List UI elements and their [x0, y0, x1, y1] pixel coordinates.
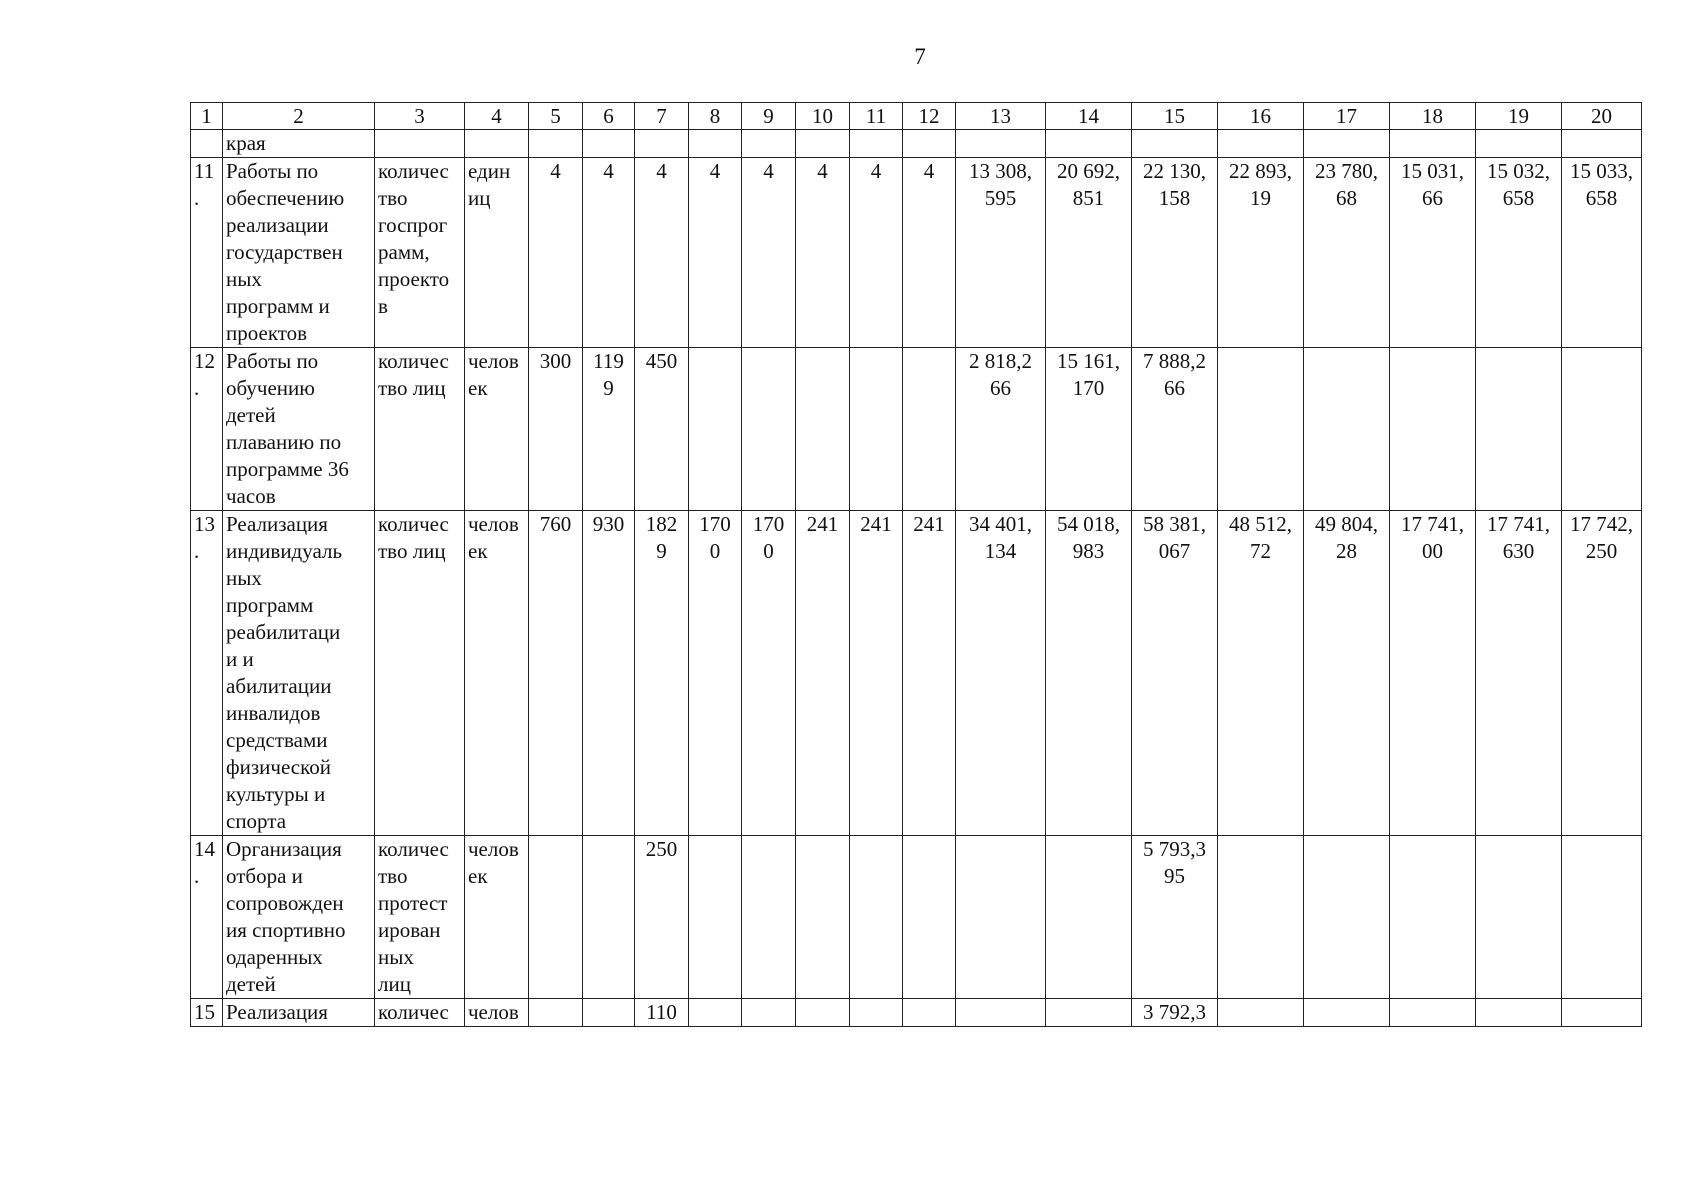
value-cell	[742, 130, 796, 158]
value-cell	[1132, 130, 1218, 158]
value-text: 170 0	[699, 512, 731, 563]
value-cell	[956, 348, 1046, 511]
value-cell	[1390, 511, 1476, 836]
row-index-cell: 11 .	[191, 158, 223, 348]
table-row	[191, 999, 1642, 1027]
value-cell	[956, 511, 1046, 836]
value-cell	[1046, 511, 1132, 836]
value-text: 110	[646, 1000, 677, 1024]
value-cell	[1390, 999, 1476, 1027]
value-cell	[635, 999, 689, 1027]
value-text: 17 742, 250	[1570, 512, 1633, 563]
value-text: 2 818,2 66	[969, 349, 1032, 400]
value-cell	[956, 836, 1046, 999]
header-cell: 18	[1390, 103, 1476, 130]
value-text: 4	[763, 159, 774, 183]
value-cell	[1046, 836, 1132, 999]
value-text: 4	[870, 159, 882, 183]
value-cell	[689, 511, 742, 836]
service-name-cell: Организация отбора и сопровожден ия спортивно одаренных детей	[223, 836, 375, 999]
value-text: 17 741, 630	[1487, 512, 1550, 563]
value-text: 119 9	[593, 349, 624, 400]
value-cell	[1390, 158, 1476, 348]
value-cell	[850, 130, 903, 158]
value-text: 4	[603, 159, 614, 183]
value-text: 450	[645, 349, 678, 373]
indicator-cell: количес тво лиц	[375, 511, 465, 836]
value-cell	[742, 158, 796, 348]
value-cell	[796, 348, 850, 511]
value-cell	[1476, 511, 1562, 836]
value-cell	[635, 130, 689, 158]
service-name-cell: Реализация	[223, 999, 375, 1027]
service-name-cell: края	[223, 130, 375, 158]
value-cell	[903, 348, 956, 511]
service-name-cell: Работы по обучению детей плаванию по программе 36 часов	[223, 348, 375, 511]
value-text: 4	[923, 159, 935, 183]
value-cell	[689, 999, 742, 1027]
header-row	[191, 103, 1642, 130]
value-cell	[635, 158, 689, 348]
header-cell: 16	[1218, 103, 1304, 130]
value-text: 241	[806, 512, 839, 536]
value-cell	[903, 836, 956, 999]
value-cell	[796, 511, 850, 836]
indicator-cell: количес тво лиц	[375, 348, 465, 511]
value-cell	[583, 836, 635, 999]
value-cell	[1132, 836, 1218, 999]
unit-cell: челов ек	[465, 348, 529, 511]
value-cell	[742, 511, 796, 836]
value-text: 300	[539, 349, 572, 373]
value-text: 15 032, 658	[1487, 159, 1550, 210]
value-cell	[1046, 348, 1132, 511]
value-cell	[1562, 511, 1642, 836]
value-cell	[1304, 836, 1390, 999]
header-cell: 19	[1476, 103, 1562, 130]
value-text: 5 793,3 95	[1143, 837, 1206, 888]
value-cell	[796, 999, 850, 1027]
unit-cell: челов ек	[465, 511, 529, 836]
value-text: 4	[656, 159, 667, 183]
header-cell: 8	[689, 103, 742, 130]
value-text: 13 308, 595	[969, 159, 1032, 210]
indicator-cell: количес	[375, 999, 465, 1027]
value-cell	[1390, 130, 1476, 158]
value-cell	[1218, 158, 1304, 348]
value-cell	[796, 130, 850, 158]
value-cell	[1046, 999, 1132, 1027]
row-index-cell	[191, 130, 223, 158]
value-cell	[1304, 130, 1390, 158]
value-text: 930	[592, 512, 625, 536]
value-cell	[1390, 836, 1476, 999]
value-cell	[796, 836, 850, 999]
value-cell	[1218, 999, 1304, 1027]
value-cell	[1562, 999, 1642, 1027]
value-text: 250	[645, 837, 678, 861]
value-text: 241	[860, 512, 892, 536]
value-cell	[689, 836, 742, 999]
value-cell	[1218, 130, 1304, 158]
value-text: 4	[709, 159, 721, 183]
header-cell: 17	[1304, 103, 1390, 130]
value-cell	[689, 348, 742, 511]
value-cell	[529, 158, 583, 348]
service-name-cell: Работы по обеспечению реализации государствен ных программ и проектов	[223, 158, 375, 348]
table-row	[191, 836, 1642, 999]
value-cell	[1132, 348, 1218, 511]
header-cell: 15	[1132, 103, 1218, 130]
value-text: 182 9	[645, 512, 678, 563]
value-cell	[583, 158, 635, 348]
value-cell	[903, 511, 956, 836]
value-cell	[1390, 348, 1476, 511]
value-cell	[1476, 158, 1562, 348]
indicator-cell: количес тво госпрог рамм, проекто в	[375, 158, 465, 348]
table-row	[191, 158, 1642, 348]
value-cell	[529, 511, 583, 836]
table-row	[191, 348, 1642, 511]
value-cell	[529, 348, 583, 511]
header-cell: 7	[635, 103, 689, 130]
value-text: 760	[539, 512, 572, 536]
data-table	[190, 102, 1642, 1027]
value-text: 17 741, 00	[1401, 512, 1464, 563]
value-cell	[1562, 158, 1642, 348]
value-cell	[850, 348, 903, 511]
value-text: 15 033, 658	[1570, 159, 1633, 210]
value-cell	[1132, 158, 1218, 348]
value-cell	[1304, 999, 1390, 1027]
header-cell: 1	[191, 103, 223, 130]
value-cell	[1046, 130, 1132, 158]
value-cell	[1562, 130, 1642, 158]
value-cell	[689, 130, 742, 158]
value-cell	[529, 130, 583, 158]
value-cell	[1562, 348, 1642, 511]
header-cell: 6	[583, 103, 635, 130]
value-cell	[903, 130, 956, 158]
value-cell	[635, 348, 689, 511]
value-cell	[850, 836, 903, 999]
value-cell	[956, 999, 1046, 1027]
indicator-cell: количес тво протест ирован ных лиц	[375, 836, 465, 999]
value-text: 58 381, 067	[1143, 512, 1206, 563]
unit-cell: челов	[465, 999, 529, 1027]
value-text: 7 888,2 66	[1143, 349, 1206, 400]
value-text: 23 780, 68	[1315, 159, 1378, 210]
table-row	[191, 130, 1642, 158]
value-text: 3 792,3	[1143, 1000, 1206, 1024]
value-cell	[742, 836, 796, 999]
value-text: 34 401, 134	[969, 512, 1032, 563]
value-cell	[635, 836, 689, 999]
value-cell	[1304, 511, 1390, 836]
value-cell	[583, 348, 635, 511]
value-text: 20 692, 851	[1057, 159, 1120, 210]
header-cell: 11	[850, 103, 903, 130]
value-text: 170 0	[752, 512, 785, 563]
value-cell	[956, 158, 1046, 348]
value-cell	[850, 511, 903, 836]
value-cell	[583, 511, 635, 836]
value-cell	[742, 348, 796, 511]
value-cell	[1304, 348, 1390, 511]
row-index-cell: 14 .	[191, 836, 223, 999]
value-cell	[529, 999, 583, 1027]
value-cell	[850, 158, 903, 348]
value-text: 49 804, 28	[1315, 512, 1378, 563]
header-cell: 9	[742, 103, 796, 130]
table-row	[191, 511, 1642, 836]
value-cell	[1476, 348, 1562, 511]
value-cell	[1304, 158, 1390, 348]
value-cell	[1218, 836, 1304, 999]
value-cell	[850, 999, 903, 1027]
indicator-cell	[375, 130, 465, 158]
header-cell: 20	[1562, 103, 1642, 130]
header-cell: 13	[956, 103, 1046, 130]
value-text: 15 031, 66	[1401, 159, 1464, 210]
value-cell	[1476, 130, 1562, 158]
value-cell	[1218, 348, 1304, 511]
row-index-cell: 13 .	[191, 511, 223, 836]
value-cell	[956, 130, 1046, 158]
value-text: 241	[913, 512, 945, 536]
header-cell: 3	[375, 103, 465, 130]
unit-cell	[465, 130, 529, 158]
data-table-container	[190, 102, 1642, 1027]
value-cell	[1476, 999, 1562, 1027]
value-cell	[796, 158, 850, 348]
header-cell: 2	[223, 103, 375, 130]
value-cell	[635, 511, 689, 836]
value-cell	[903, 999, 956, 1027]
value-cell	[1476, 836, 1562, 999]
row-index-cell: 15	[191, 999, 223, 1027]
value-cell	[742, 999, 796, 1027]
value-cell	[1132, 511, 1218, 836]
value-cell	[583, 999, 635, 1027]
value-cell	[1562, 836, 1642, 999]
value-cell	[689, 158, 742, 348]
header-cell: 10	[796, 103, 850, 130]
value-cell	[1132, 999, 1218, 1027]
value-text: 22 893, 19	[1229, 159, 1292, 210]
value-cell	[583, 130, 635, 158]
value-cell	[903, 158, 956, 348]
header-cell: 5	[529, 103, 583, 130]
header-cell: 14	[1046, 103, 1132, 130]
value-text: 48 512, 72	[1229, 512, 1292, 563]
value-text: 54 018, 983	[1057, 512, 1120, 563]
unit-cell: един иц	[465, 158, 529, 348]
header-cell: 12	[903, 103, 956, 130]
row-index-cell: 12 .	[191, 348, 223, 511]
value-text: 15 161, 170	[1057, 349, 1120, 400]
value-cell	[1218, 511, 1304, 836]
value-text: 22 130, 158	[1143, 159, 1206, 210]
unit-cell: челов ек	[465, 836, 529, 999]
page-number: 7	[914, 44, 926, 69]
value-text: 4	[817, 159, 828, 183]
value-cell	[529, 836, 583, 999]
value-cell	[1046, 158, 1132, 348]
header-cell: 4	[465, 103, 529, 130]
value-text: 4	[550, 159, 561, 183]
service-name-cell: Реализация индивидуаль ных программ реабилитаци и и абилитации инвалидов средствами физической культуры и спорта	[223, 511, 375, 836]
